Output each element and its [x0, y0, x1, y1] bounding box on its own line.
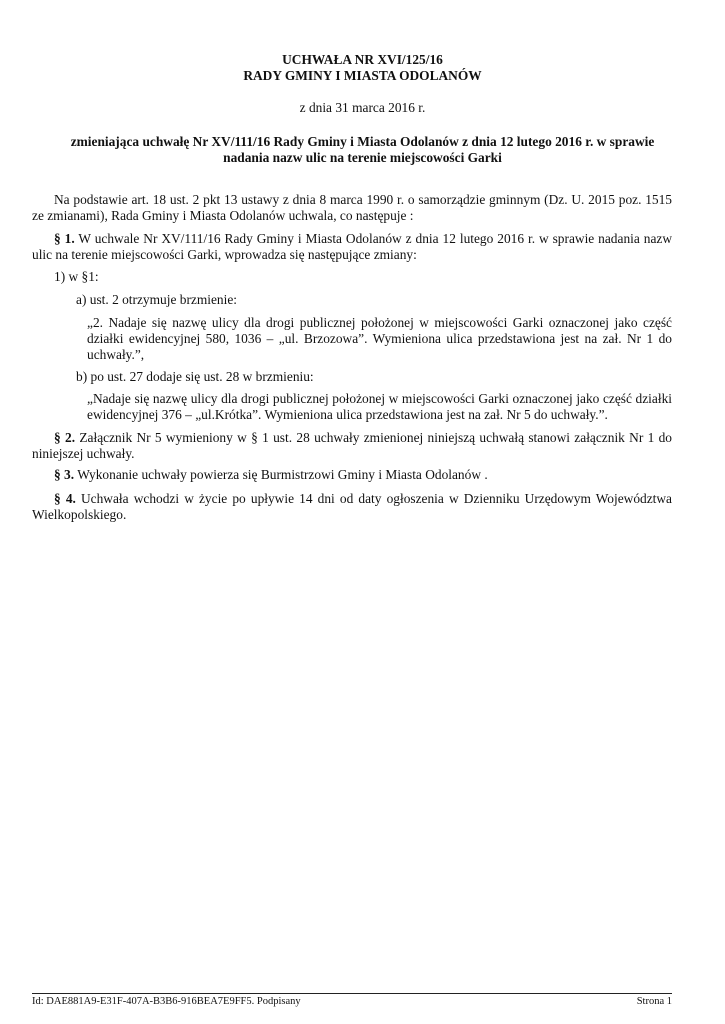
section-2-paragraph	[32, 430, 672, 462]
section-2-label: § 2.	[54, 430, 76, 445]
intro-paragraph: Na podstawie art. 18 ust. 2 pkt 13 ustawy z dnia 8 marca 1990 r. o samorządzie gminnym (Dz. U. 2015 poz. 1515 ze zmianami), Rada Gminy i Miasta Odolanów uchwala, co następuje :	[32, 192, 672, 223]
section-2-text: Załącznik Nr 5 wymieniony w § 1 ust. 28 uchwały zmienionej niniejszą uchwałą stanowi załącznik Nr 1 do niniejszej uchwały.	[32, 430, 672, 461]
quote-a: „2. Nadaje się nazwę ulicy dla drogi publicznej położonej w miejscowości Garki oznaczonej jako część działki ewidencyjnej 580, 1036 – „ul. Brzozowa”. Wymieniona ulica przedstawiona jest na zał. Nr 1 do uchwały.”,	[87, 315, 672, 362]
section-3-text: Wykonanie uchwały powierza się Burmistrzowi Gminy i Miasta Odolanów .	[74, 467, 488, 482]
section-1-label: § 1.	[54, 231, 75, 246]
footer-page-number: Strona 1	[636, 996, 672, 1007]
point-b: b) po ust. 27 dodaje się ust. 28 w brzmieniu:	[76, 369, 314, 384]
section-1-text: W uchwale Nr XV/111/16 Rady Gminy i Miasta Odolanów z dnia 12 lutego 2016 r. w sprawie nadania nazw ulic na terenie miejscowości Garki, wprowadza się następujące zmiany:	[32, 231, 672, 262]
section-3-label: § 3.	[54, 467, 75, 482]
section-4-paragraph	[32, 491, 672, 523]
subject-line-2: nadania nazw ulic na terenie miejscowości Garki	[223, 150, 502, 165]
footer-divider	[32, 993, 672, 994]
point-a: a) ust. 2 otrzymuje brzmienie:	[76, 292, 238, 307]
section-4-label: § 4.	[54, 491, 76, 506]
title-line-2: RADY GMINY I MIASTA ODOLANÓW	[243, 68, 482, 83]
subject-line-1: zmieniająca uchwałę Nr XV/111/16 Rady Gminy i Miasta Odolanów z dnia 12 lutego 2016 r. w sprawie	[70, 134, 655, 149]
footer-document-id: Id: DAE881A9-E31F-407A-B3B6-916BEA7E9FF5. Podpisany	[32, 996, 301, 1007]
document-subject	[32, 134, 693, 166]
document-date: z dnia 31 marca 2016 r.	[299, 100, 426, 115]
point-1: 1) w §1:	[54, 269, 99, 284]
section-4-text: Uchwała wchodzi w życie po upływie 14 dni od daty ogłoszenia w Dzienniku Urzędowym Województwa Wielkopolskiego.	[32, 491, 673, 522]
quote-b: „Nadaje się nazwę ulicy dla drogi publicznej położonej w miejscowości Garki oznaczonej jako część działki ewidencyjnej 376 – „ul.Krótka”. Wymieniona ulica przedstawiona jest na zał. Nr 5 do uchwały.”.	[87, 391, 672, 422]
section-3-paragraph	[32, 467, 672, 483]
title-line-1: UCHWAŁA NR XVI/125/16	[282, 52, 443, 67]
document-title	[32, 52, 693, 84]
section-1-paragraph	[32, 231, 672, 263]
